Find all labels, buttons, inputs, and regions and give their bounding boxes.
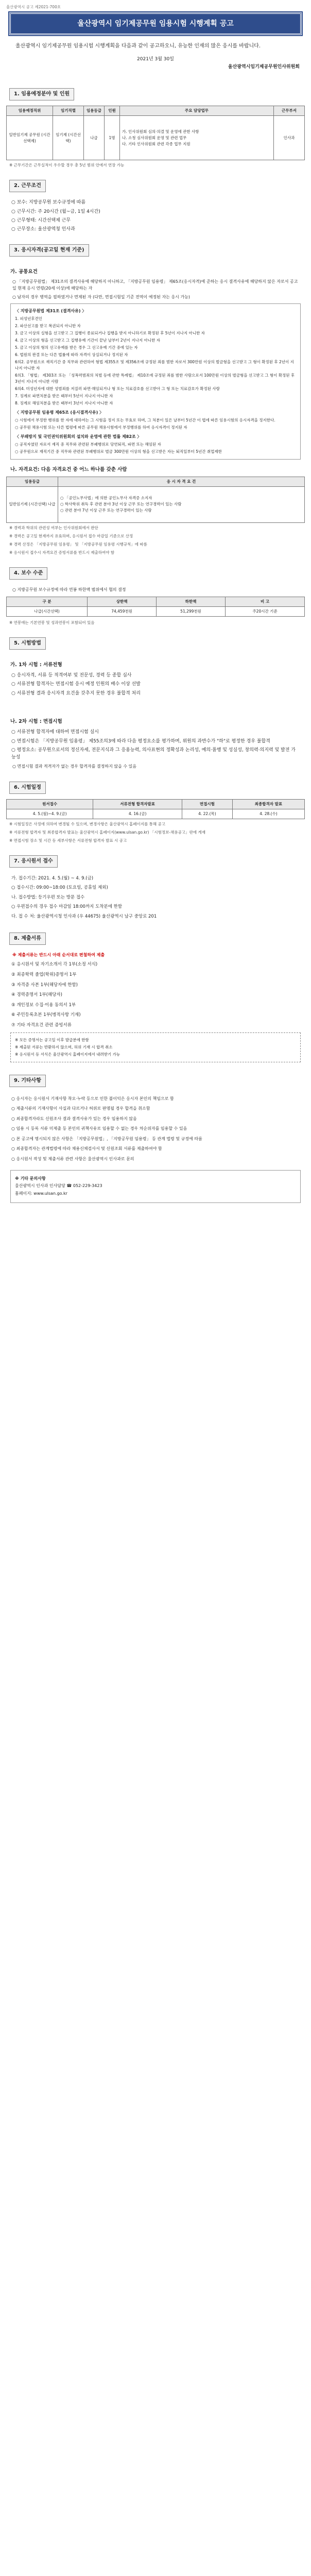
list-item: ○ 보수: 지방공무원 보수규정에 따름 (11, 200, 86, 206)
table-header: 근무부서 (274, 106, 305, 116)
list-item: ○ 제출서류의 기재사항이 사실과 다르거나 허위로 판명될 경우 합격을 취소함 (11, 1106, 150, 1111)
list-item: ○ 응시자는 응시원서 기재사항 착오·누락 등으로 인한 불이익은 응시자 본인의 책임으로 함 (11, 1096, 174, 1101)
list-item: ⑥ 주민등록초본 1부(병적사항 기재) (11, 1012, 81, 1018)
table-cell: 4. 5.(월)~4. 9.(금) (7, 809, 93, 819)
documents-list (6, 961, 305, 1029)
table-cell: 4. 16.(금) (93, 809, 182, 819)
table-header: 주요 담당업무 (120, 106, 274, 116)
footnote: ※ 경력과 학위의 관련성 여부는 인사위원회에서 판단 (9, 525, 98, 530)
table-cell: 일반임기제 공무원 (시간선택제) (7, 116, 53, 160)
table-cell: 4. 22.(목) (182, 809, 232, 819)
list-item: ○ 응시원서 작성 및 제출서류 관련 사항은 울산광역시 인사과로 문의 (11, 1157, 134, 1162)
list-item: 1. 피성년후견인 (15, 316, 43, 321)
paragraph: ○ 지방공무원 보수규정에 따라 연봉 하한액 범위에서 협의 결정 (12, 587, 126, 592)
list-item: ○ 근무형태: 시간선택제 근무 (11, 217, 71, 223)
table-header: 응 시 자 격 요 건 (58, 477, 305, 486)
list-item: ○ 본 공고에 명시되지 않은 사항은 「지방공무원법」, 「지방공무원 임용령」 등 관계 법령 및 규정에 따름 (11, 1136, 202, 1141)
list-item: 3. 금고 이상의 실형을 선고받고 그 집행이 종료되거나 집행을 받지 아니하기로 확정된 후 5년이 지나지 아니한 자 (15, 331, 205, 336)
footnote: ※ 제출된 서류는 반환하지 않으며, 허위 기재 시 합격 취소 (15, 1044, 113, 1049)
box-title: 〈 지방공무원 임용령 제65조 (응시결격사유) 〉 (15, 410, 104, 415)
table-header: 비 고 (226, 597, 305, 606)
requirements-table (6, 477, 305, 523)
section-3-heading: 3. 응시자격(공고일 현재 기준) (9, 244, 89, 257)
table-cell: 인사과 (274, 116, 305, 160)
list-item: ○ 서류전형 결과 응시자격 요건을 갖추지 못한 경우 불합격 처리 (11, 690, 141, 696)
table-header: 임용등급 (7, 477, 58, 486)
footnote: ※ 경력 산정은 「지방공무원 임용령」 및 「지방공무원 임용령 시행규칙」에 따름 (9, 541, 147, 547)
list-item: ○ 면접시험은 「지방공무원 임용령」 제55조의3에 따라 다음 평정요소를 평가하며, 위원의 과반수가 "하"로 평정한 경우 불합격 (11, 738, 270, 744)
footnote: ※ 연봉에는 기본연봉 및 성과연봉이 포함되어 있음 (9, 620, 95, 625)
list-item: ○ 근무시간: 주 20시간 (월~금, 1일 4시간) (11, 209, 100, 214)
table-cell: 나급(시간선택) (7, 606, 88, 616)
section-6-heading: 6. 시험일정 (9, 782, 46, 794)
table-cell: ○ 「공인노무사법」에 의한 공인노무사 자격증 소지자 ○ 학사학위 취득 후 관련 분야 3년 이상 근무 또는 연구경력이 있는 사람 ○ 관련 분야 7년 이상 근무 또는 연구경력이 있는 사람 (58, 486, 305, 522)
contact-line: 울산광역시 인사과 인사담당 ☎ 052-229-3423 (15, 1183, 102, 1189)
section-1-heading: 1. 임용예정분야 및 인원 (9, 88, 74, 100)
table-header: 인원 (105, 106, 120, 116)
footnote: ※ 응시원서 접수시 자격요건 증빙서류를 반드시 제출하여야 함 (9, 550, 115, 555)
footnote: ※ 근무기간은 근무실적이 우수할 경우 총 5년 범위 안에서 연장 가능 (9, 163, 125, 168)
table-cell: 1명 (105, 116, 120, 160)
page-title: 울산광역시 임기제공무원 임용시험 시행계획 공고 (9, 12, 302, 35)
list-item: ⑦ 기타 자격요건 관련 증빙서류 (11, 1022, 72, 1028)
table-cell: 51,299천원 (157, 606, 226, 616)
position-table (6, 106, 305, 160)
section-9-heading: 9. 기타사항 (9, 1075, 46, 1087)
list-item: ○ 임용 시 등록 서류 미제출 등 본인의 귀책사유로 임용할 수 없는 경우 차순위자를 임용할 수 있음 (11, 1126, 187, 1131)
table-header: 임용예정직위 (7, 106, 53, 116)
list-item: 가. 접수기간: 2021. 4. 5.(월) ~ 4. 9.(금) (11, 875, 94, 881)
footnote: ※ 면접시험 장소 및 시간 등 세부사항은 서류전형 합격자 발표 시 공고 (9, 838, 127, 843)
table-header: 최종합격자 발표 (232, 799, 304, 809)
list-item: ○ 평정요소: 공무원으로서의 정신자세, 전문지식과 그 응용능력, 의사표현의 정확성과 논리성, 예의·품행 및 성실성, 창의력·의지력 및 발전 가능성 (11, 748, 296, 760)
list-item: 6. 법원의 판결 또는 다른 법률에 따라 자격이 상실되거나 정지된 자 (15, 352, 128, 358)
table-cell: 4. 28.(수) (232, 809, 304, 819)
second-exam-list (6, 728, 305, 761)
list-item: 2. 파산선고를 받고 복권되지 아니한 자 (15, 324, 81, 329)
list-item: ② 최종학력 졸업(학위)증명서 1부 (11, 972, 77, 977)
list-item: ○ 최종합격자는 관계법령에 따라 채용신체검사서 및 신원조회 서류를 제출하여야 함 (11, 1146, 162, 1151)
section-8-heading: 8. 제출서류 (9, 933, 46, 945)
announcement-date: 2021년 3월 30일 (137, 57, 174, 62)
box-title: 〈 부패방지 및 국민권익위원회의 설치와 운영에 관한 법률 제82조 〉 (15, 434, 142, 439)
disqualification-box (10, 303, 301, 459)
document-number: 울산광역시 공고 제2021-700호 (6, 5, 61, 9)
table-cell: 임기제 (시간선택) (53, 116, 84, 160)
list-item: ○ 우편접수의 경우 접수 마감일 18:00까지 도착분에 한함 (11, 904, 123, 910)
table-header: 구 분 (7, 597, 88, 606)
list-item: 5. 금고 이상의 형의 선고유예를 받은 경우 그 선고유예 기간 중에 있는 자 (15, 345, 138, 350)
list-item: ④ 경력증명서 1부(해당자) (11, 992, 62, 998)
list-item: 7. 징계로 파면처분을 받은 때부터 5년이 지나지 아니한 자 (15, 394, 113, 399)
list-item: ○ 근무장소: 울산광역청 인사과 (11, 227, 75, 232)
documents-notes-box (10, 1032, 301, 1062)
application-receipt-list (6, 875, 305, 921)
list-item: ○ 공직자였던 자로서 재직 중 직무와 관련된 부패행위로 당연퇴직, 파면 또는 해임된 자 (15, 442, 161, 447)
contact-line: 홈페이지: www.ulsan.go.kr (15, 1191, 67, 1196)
table-header: 임용등급 (84, 106, 105, 116)
list-item: ③ 자격증 사본 1부(해당자에 한함) (11, 982, 78, 988)
table-header: 원서접수 (7, 799, 93, 809)
subsection-heading: 나. 2차 시험 : 면접시험 (10, 719, 62, 725)
list-item: 4. 금고 이상의 형을 선고받고 그 집행유예 기간이 끝난 날부터 2년이 지나지 아니한 자 (15, 338, 161, 343)
salary-table (6, 597, 305, 617)
table-cell: 주20시간 기준 (226, 606, 305, 616)
first-exam-list (6, 672, 305, 697)
list-item: ① 응시원서 및 자기소개서 각 1부(소정 서식) (11, 962, 98, 968)
list-item: ○ 최종합격자라도 신원조사 결과 결격사유가 있는 경우 임용하지 않음 (11, 1116, 137, 1121)
footnote: ※ 응시원서 등 서식은 울산광역시 홈페이지에서 내려받기 가능 (15, 1052, 120, 1057)
subsection-heading: 가. 1차 시험 : 서류전형 (10, 662, 62, 668)
paragraph: ○ 남자의 경우 병역을 필하였거나 면제된 자 (다만, 면접시험일 기준 전역이 예정된 자는 응시 가능) (12, 294, 191, 299)
list-item: ○ 응시자격, 서류 등 적격여부 및 전문성, 경력 등 종합 심사 (11, 672, 132, 678)
paragraph: ○ 면접시험 결과 적격자가 없는 경우 합격자를 결정하지 않을 수 있음 (12, 764, 137, 769)
list-item: 나. 접수방법: 등기우편 또는 방문 접수 (11, 894, 85, 900)
table-header: 면접시험 (182, 799, 232, 809)
list-item: 6의4. 미성년자에 대한 성범죄를 저질러 파면·해임되거나 형 또는 치료감호를 선고받아 그 형 또는 치료감호가 확정된 사람 (15, 386, 220, 392)
list-item: ○ 시험에서 부정한 행위를 한 자에 대하여는 그 시험을 정지 또는 무효로 하며, 그 처분이 있은 날부터 5년간 이 법에 따른 임용시험의 응시자격을 정지한다. (15, 417, 275, 422)
work-conditions-list (6, 199, 305, 233)
warning-text: ※ 제출서류는 반드시 아래 순서대로 편철하여 제출 (12, 952, 105, 957)
footnote: ※ 모든 증명서는 공고일 이후 발급분에 한함 (15, 1037, 89, 1042)
list-item: ○ 공무원 채용시험 또는 다른 법령에 따른 공무원 채용시험에서 부정행위를 하여 응시자격이 정지된 자 (15, 425, 187, 430)
list-item: 6의2. 공무원으로 재직기간 중 직무와 관련하여 형법 제355조 및 제356조에 규정된 죄를 범한 자로서 300만원 이상의 벌금형을 선고받고 그 형이 확정된 후 2년이 지나지 아니한 자 (15, 360, 294, 371)
section-7-heading: 7. 응시원서 접수 (9, 855, 58, 868)
footnote: ※ 경력은 공고일 현재까지 유효하며, 응시원서 접수 마감일 기준으로 산정 (9, 533, 133, 538)
schedule-table (6, 799, 305, 819)
table-cell: 가. 인사위원회 심의·의결 및 운영에 관한 사항 나. 소청 심사위원회 운영 및 관련 업무 다. 기타 인사위원회 관련 각종 업무 지원 (120, 116, 274, 160)
list-item: ○ 서류전형 합격자는 면접시험 응시 예정 인원의 배수 이상 선발 (11, 682, 141, 687)
contact-box (10, 1170, 301, 1203)
section-4-heading: 4. 보수 수준 (9, 567, 47, 580)
list-item: ○ 접수시간: 09:00~18:00 (토요일, 공휴일 제외) (11, 885, 108, 891)
list-item: ○ 서류전형 합격자에 대하여 면접시험 실시 (11, 730, 99, 735)
table-header: 임기직렬 (53, 106, 84, 116)
subsection-heading: 나. 자격요건: 다음 자격요건 중 어느 하나를 갖춘 사람 (10, 466, 127, 472)
subsection-heading: 가. 공통요건 (10, 268, 38, 275)
table-cell: 나급 (84, 116, 105, 160)
list-item: ⑤ 개인정보 수집·이용 동의서 1부 (11, 1002, 76, 1008)
paragraph: ○ 「지방공무원법」 제31조의 결격사유에 해당하지 아니하고, 「지방공무원 임용령」 제65조(응시자격)에 준하는 응시 결격사유에 해당하지 않은 자로서 공고일 현재 응시 연령(20세 이상)에 해당하는 자 (12, 279, 298, 291)
footnote: ※ 시험일정은 사정에 의하여 변경될 수 있으며, 변경사항은 울산광역시 홈페이지를 통해 공고 (9, 821, 165, 826)
table-cell: 74,459천원 (88, 606, 157, 616)
list-item: 다. 접 수 처: 울산광역시청 인사과 (우 44675) 울산광역시 남구 중앙로 201 (11, 913, 157, 919)
table-header: 상한액 (88, 597, 157, 606)
table-cell: 일반임기제 (시간선택) 나급 (7, 486, 58, 522)
list-item: 6의3. 「형법」 제303조 또는 「성폭력범죄의 처벌 등에 관한 특례법」 제10조에 규정된 죄를 범한 사람으로서 100만원 이상의 벌금형을 선고받고 그 형이 확정된 후 3년이 지나지 아니한 사람 (15, 373, 295, 384)
box-title: 〈 지방공무원법 제31조 (결격사유) 〉 (15, 309, 87, 314)
other-matters-list (6, 1095, 305, 1163)
list-item: ○ 공무원으로 재직기간 중 직무와 관련된 부패행위로 벌금 300만원 이상의 형을 선고받은 자는 퇴직일부터 5년간 취업제한 (15, 449, 222, 454)
table-header: 하한액 (157, 597, 226, 606)
section-2-heading: 2. 근무조건 (9, 180, 46, 192)
contact-title: ※ 기타 문의사항 (15, 1176, 46, 1181)
list-item: 8. 징계로 해임처분을 받은 때부터 3년이 지나지 아니한 자 (15, 401, 113, 406)
footnote: ※ 서류전형 합격자 및 최종합격자 발표는 울산광역시 홈페이지(www.ulsan.go.kr) 「시험정보-채용공고」란에 게재 (9, 829, 205, 835)
issuing-agency: 울산광역시임기제공무원인사위원회 (228, 64, 300, 70)
section-5-heading: 5. 시험방법 (9, 637, 46, 650)
intro-text: 울산광역시 임기제공무원 임용시험 시행계획을 다음과 같이 공고하오니, 유능한 인재의 많은 응시를 바랍니다. (15, 43, 261, 49)
table-header: 서류전형 합격자발표 (93, 799, 182, 809)
